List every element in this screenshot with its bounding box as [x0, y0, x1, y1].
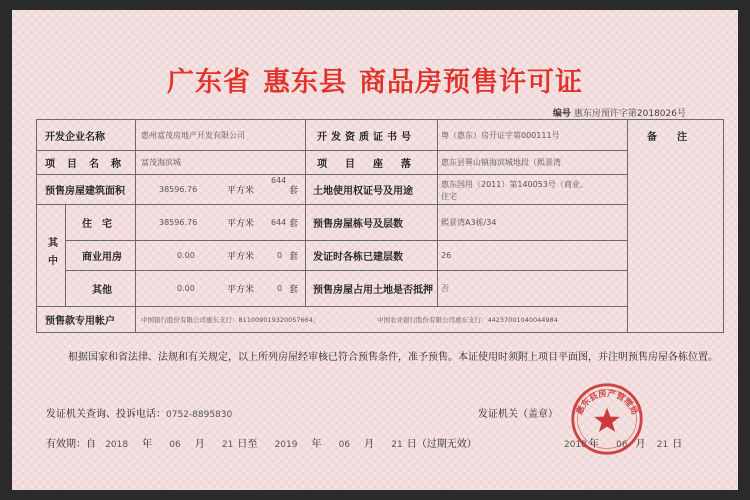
- built-floors-label: 发证时各栋已建层数: [313, 251, 403, 263]
- legal-paragraph: 根据国家和省法律、法规和有关规定，以上所列房屋经审核已符合预售条件，准予预售。本证使用时须附上项目平面图，并注明预售房屋各栋位置。: [68, 352, 718, 363]
- month-char-1: 月: [194, 439, 205, 450]
- validity-from-month: 06: [169, 440, 181, 450]
- issue-year: 2018: [564, 440, 587, 450]
- commercial-unit: 平方米: [227, 251, 255, 262]
- location-value: 惠东县巽山镇海滨城地段（熙景湾: [441, 157, 561, 167]
- land-cert-value-1: 惠东国用（2011）第140053号（商业、: [441, 179, 588, 189]
- account-value-1: 中国银行股份有限公司惠东支行：811009019320057664；: [141, 316, 320, 324]
- other-count: 0: [277, 283, 283, 293]
- validity-from-day: 21: [221, 440, 234, 450]
- document-title: [12, 60, 738, 99]
- permit-table: [36, 119, 724, 333]
- validity-to-day: 21: [391, 440, 403, 450]
- title-name: 商品房预售许可证: [359, 67, 583, 98]
- issue-day-char: 日: [672, 439, 683, 450]
- validity-prefix: 有效期：自: [46, 439, 96, 450]
- issue-month-char: 月: [635, 439, 646, 450]
- mortgage-label: 预售房屋占用土地是否抵押: [313, 284, 433, 296]
- other-value: 0.00: [177, 283, 195, 293]
- presale-area-count-unit: 套: [289, 185, 299, 196]
- mortgage-value: 否: [441, 283, 449, 293]
- residential-count-unit: 套: [289, 218, 299, 229]
- validity-to-year: 2019: [274, 440, 298, 450]
- seal-star-icon: [594, 408, 620, 432]
- qualification-label: 开发资质证书号: [317, 131, 415, 143]
- residential-label: 住宅: [82, 218, 122, 230]
- year-char-1: 年: [142, 439, 153, 450]
- title-county: 惠东县: [263, 67, 347, 98]
- validity-to-month: 06: [338, 440, 351, 450]
- building-no-label: 预售房屋栋号及层数: [313, 218, 403, 230]
- presale-permit-document: [12, 10, 738, 490]
- day-end: 日（过期无效）: [406, 439, 477, 450]
- presale-area-unit: 平方米: [227, 185, 255, 196]
- month-char-2: 月: [364, 439, 375, 450]
- building-no-value: 熙景湾A3栋/34: [441, 217, 497, 227]
- other-count-unit: 套: [289, 284, 299, 295]
- remarks-label: 备注: [647, 131, 707, 143]
- commercial-count: 0: [277, 250, 283, 260]
- account-label: 预售款专用帐户: [45, 316, 115, 327]
- commercial-label: 商业用房: [82, 251, 122, 263]
- presale-area-count: 644: [271, 175, 287, 185]
- validity-line: [46, 435, 477, 450]
- issue-year-char: 年: [588, 439, 599, 450]
- developer-label: 开发企业名称: [45, 131, 105, 143]
- day-to: 日至: [237, 439, 258, 450]
- other-label: 其他: [92, 284, 112, 296]
- issue-month: 06: [616, 440, 628, 450]
- official-seal: [569, 381, 645, 457]
- residential-value: 38596.76: [159, 217, 198, 227]
- query-line: [46, 405, 232, 420]
- built-floors-value: 26: [441, 250, 452, 260]
- land-cert-label: 土地使用权证号及用途: [313, 185, 413, 197]
- serial-label: 编号: [552, 109, 571, 119]
- presale-area-value: 38596.76: [159, 184, 198, 194]
- among-label: 其中: [45, 237, 57, 273]
- serial-value: 惠东房预许字第2018026号: [573, 109, 686, 119]
- project-label: 项目名称: [45, 158, 133, 170]
- location-label: 项目座落: [317, 158, 429, 170]
- other-unit: 平方米: [227, 284, 255, 295]
- commercial-value: 0.00: [177, 250, 195, 260]
- residential-unit: 平方米: [227, 218, 255, 229]
- account-value-2: 中国农业银行股份有限公司惠东支行：44237001040044984: [377, 316, 558, 324]
- validity-from-year: 2018: [105, 440, 129, 450]
- query-phone: 0752-8895830: [166, 410, 233, 420]
- developer-value: 惠州富茂房地产开发有限公司: [141, 130, 245, 140]
- serial-number: [553, 106, 686, 119]
- issuer-label: 发证机关（盖章）: [478, 409, 558, 420]
- title-province: 广东省: [167, 67, 251, 98]
- project-value: 富茂海滨城: [141, 157, 181, 167]
- presale-area-label: 预售房屋建筑面积: [45, 185, 125, 197]
- commercial-count-unit: 套: [289, 251, 299, 262]
- qualification-value: 粤（惠东）房开证字第000111号: [441, 130, 560, 140]
- issue-day: 21: [656, 440, 669, 450]
- year-char-2: 年: [311, 439, 322, 450]
- query-label: 发证机关查询、投诉电话：: [46, 409, 166, 420]
- land-cert-value-2: 住宅: [441, 191, 457, 201]
- residential-count: 644: [271, 217, 287, 227]
- seal-text: 惠东县房产管理局: [574, 388, 640, 417]
